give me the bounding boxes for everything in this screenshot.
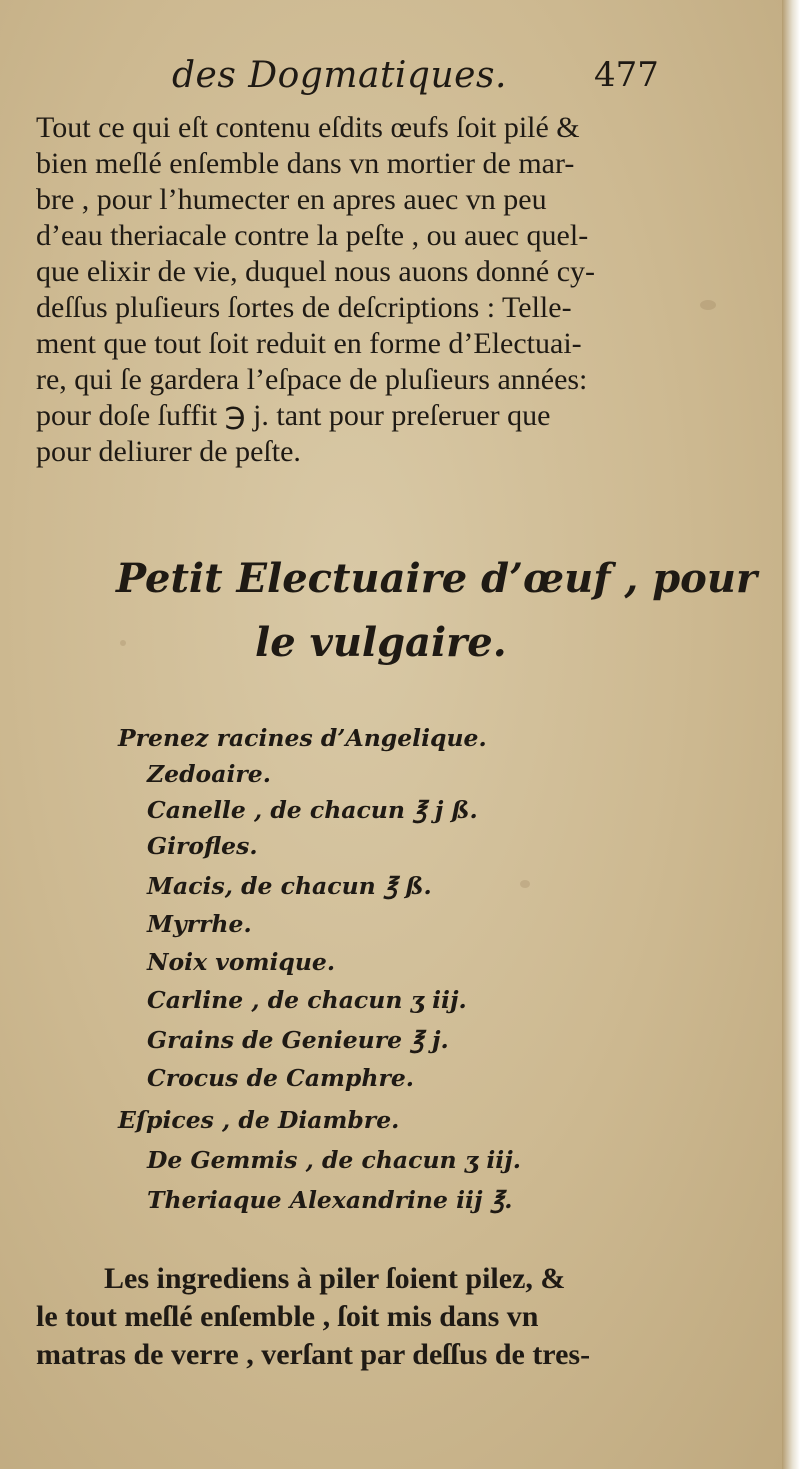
page-header xyxy=(0,55,782,115)
recipe-item: Prenez racines d’Angelique. xyxy=(118,724,487,752)
page-number: 477 xyxy=(594,55,659,95)
recipe-item: Carline , de chacun ʒ iij. xyxy=(147,986,467,1014)
text-line: ment que tout ſoit reduit en forme d’Electuai- xyxy=(36,327,582,360)
recipe-item: Grains de Genieure ℥ j. xyxy=(147,1026,449,1054)
text-line: le tout meſlé enſemble , ſoit mis dans vn xyxy=(36,1300,539,1333)
text-line: re, qui ſe gardera l’eſpace de pluſieurs années: xyxy=(36,363,588,396)
recipe-item: Theriaque Alexandrine iij ℥. xyxy=(147,1186,513,1214)
text-line: d’eau theriacale contre la peſte , ou auec quel- xyxy=(36,219,589,252)
text-line: matras de verre , verſant par deſſus de tres- xyxy=(36,1338,591,1371)
heading-line: Petit Electuaire d’œuf , pour xyxy=(116,555,758,602)
section-heading xyxy=(0,548,782,678)
body-paragraph xyxy=(0,110,782,490)
text-line: bien meſlé enſemble dans vn mortier de mar- xyxy=(36,147,575,180)
text-line: bre , pour l’humecter en apres auec vn peu xyxy=(36,183,547,216)
recipe-item: Myrrhe. xyxy=(147,910,252,938)
text-line: deſſus pluſieurs ſortes de deſcriptions : Telle- xyxy=(36,291,572,324)
recipe-item: Zedoaire. xyxy=(147,760,271,788)
running-title: des Dogmatiques. xyxy=(172,55,507,96)
closing-paragraph xyxy=(0,1262,782,1392)
recipe-item: Girofles. xyxy=(147,832,258,860)
page-edge xyxy=(782,0,800,1469)
text-line: que elixir de vie, duquel nous auons donné cy- xyxy=(36,255,596,288)
recipe-item: Eſpices , de Diambre. xyxy=(118,1106,400,1134)
recipe-item: Noix vomique. xyxy=(147,948,336,976)
text-line: pour doſe ſuffit ℈ j. tant pour preſeruer que xyxy=(36,399,551,432)
heading-line: le vulgaire. xyxy=(255,619,507,666)
text-line: Tout ce qui eſt contenu eſdits œufs ſoit pilé & xyxy=(36,111,580,144)
text-line: Les ingrediens à piler ſoient pilez, & xyxy=(104,1262,566,1295)
text-line: pour deliurer de peſte. xyxy=(36,435,301,468)
recipe-item: Macis, de chacun ℥ ß. xyxy=(147,872,432,900)
recipe-item: Canelle , de chacun ℥ j ß. xyxy=(147,796,478,824)
recipe-list xyxy=(0,724,782,1244)
recipe-item: Crocus de Camphre. xyxy=(147,1064,414,1092)
recipe-item: De Gemmis , de chacun ʒ iij. xyxy=(147,1146,521,1174)
